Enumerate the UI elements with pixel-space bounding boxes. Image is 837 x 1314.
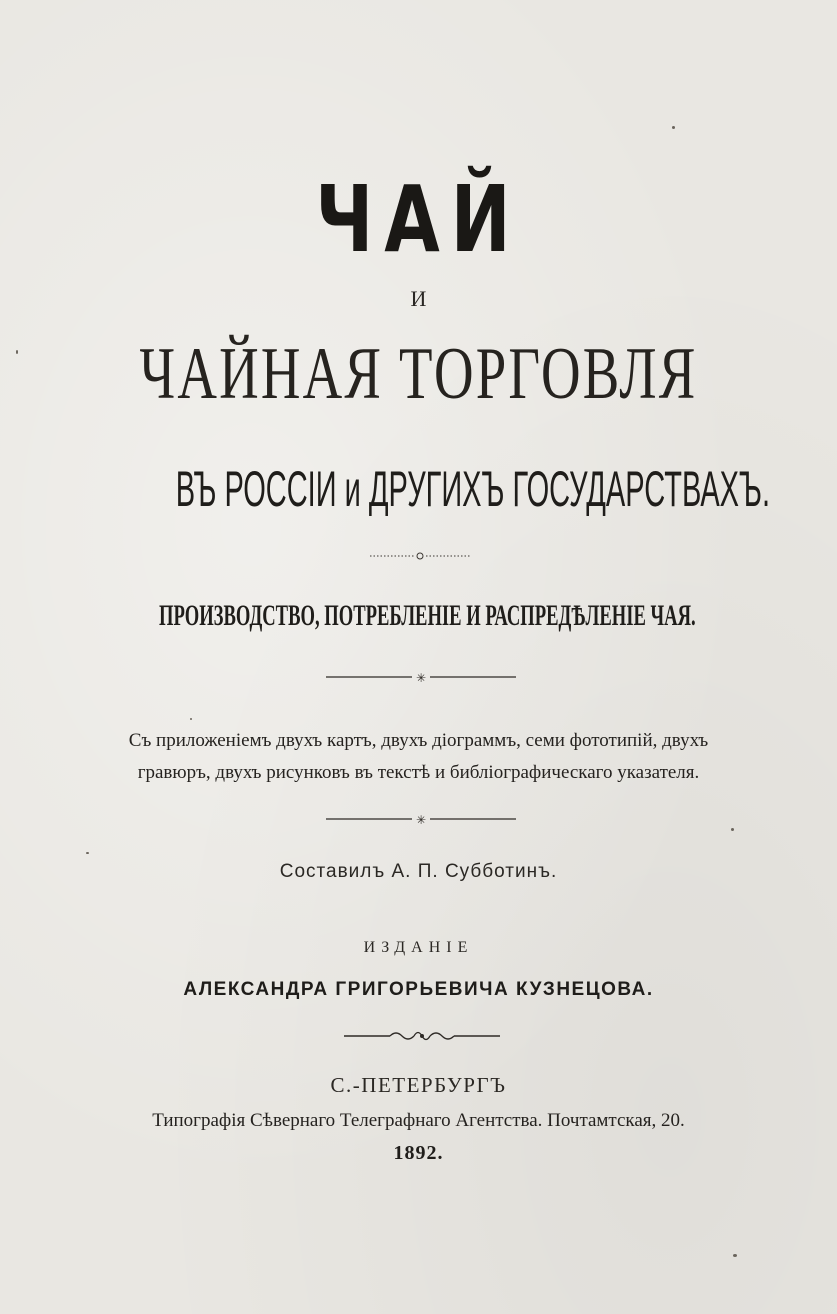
subtitle: ПРОИЗВОДСТВО, ПОТРЕБЛЕНІЕ И РАСПРЕДѢЛЕНІЕ ЧАЯ.: [159, 599, 696, 632]
imprint-city: С.-ПЕТЕРБУРГЪ: [330, 1073, 507, 1097]
appendix-line-1: Съ приложеніемъ двухъ картъ, двухъ діограммъ, семи фототипій, двухъ: [128, 730, 709, 751]
third-title: ВЪ РОССІИ и ДРУГИХЪ ГОСУДАРСТВАХЪ.: [175, 461, 771, 517]
appendix-line-2: гравюръ, двухъ рисунковъ въ текстѣ и библіографическаго указателя.: [137, 762, 700, 783]
main-title: ЧАЙ: [315, 166, 522, 273]
publisher-name: АЛЕКСАНДРА ГРИГОРЬЕВИЧА КУЗНЕЦОВА.: [183, 979, 654, 1000]
svg-text:✳: ✳: [415, 813, 427, 827]
compiler-credit: Составилъ А. П. Субботинъ.: [279, 861, 558, 882]
imprint-printer: Типографія Сѣвернаго Телеграфнаго Агентства. Почтамтская, 20.: [152, 1110, 685, 1131]
paper-speck: [733, 1254, 737, 1257]
second-title: ЧАЙНАЯ ТОРГОВЛЯ: [139, 333, 698, 415]
paper-speck: [731, 828, 734, 831]
flourish-divider: [344, 1028, 500, 1044]
star-rule-divider: [326, 812, 516, 826]
title-conjunction: И: [410, 286, 427, 311]
paper-speck: [16, 350, 18, 354]
svg-text:✳: ✳: [415, 671, 427, 685]
star-rule-divider: [326, 670, 516, 684]
paper-speck: [672, 126, 675, 129]
imprint-year: 1892.: [393, 1142, 444, 1164]
paper-speck: [86, 852, 89, 854]
dotted-divider: [370, 550, 470, 562]
paper-speck: [190, 718, 192, 720]
edition-label: ИЗДАНІЕ: [363, 939, 474, 956]
